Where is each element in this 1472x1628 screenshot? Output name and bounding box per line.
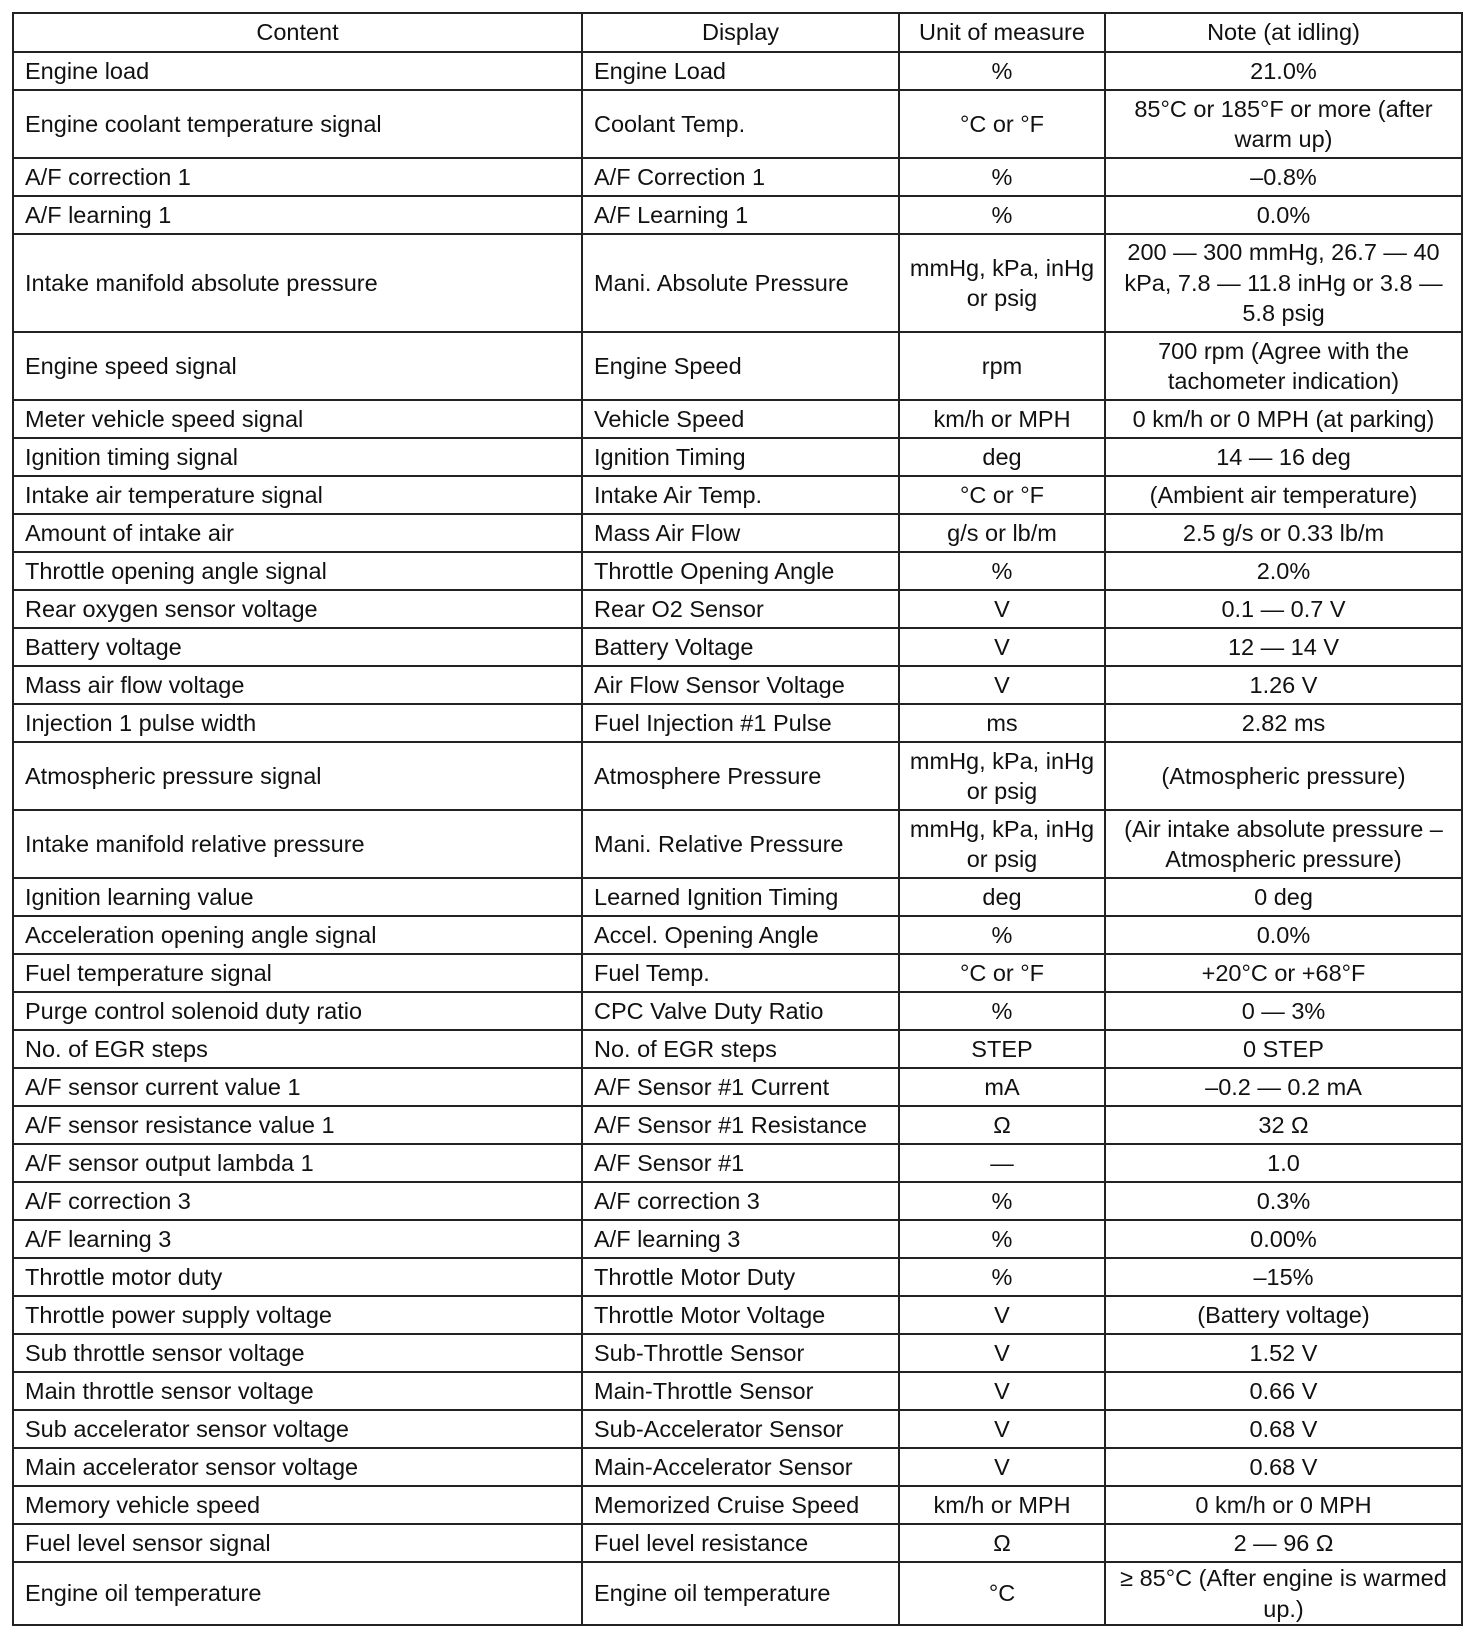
table-row: [13, 1562, 1462, 1625]
cell-display: Fuel level resistance: [582, 1524, 899, 1562]
table-row: [13, 1334, 1462, 1372]
cell-content: Atmospheric pressure signal: [13, 742, 582, 810]
cell-display: Fuel Temp.: [582, 954, 899, 992]
cell-content: Ignition learning value: [13, 878, 582, 916]
cell-display: Memorized Cruise Speed: [582, 1486, 899, 1524]
table-row: [13, 1372, 1462, 1410]
cell-note: 0.3%: [1105, 1182, 1462, 1220]
cell-display: Throttle Motor Duty: [582, 1258, 899, 1296]
cell-display: Sub-Accelerator Sensor: [582, 1410, 899, 1448]
cell-unit: V: [899, 1296, 1105, 1334]
table-row: [13, 476, 1462, 514]
cell-note: 0.1 — 0.7 V: [1105, 590, 1462, 628]
cell-content: A/F learning 1: [13, 196, 582, 234]
cell-content: Throttle power supply voltage: [13, 1296, 582, 1334]
cell-unit: Ω: [899, 1524, 1105, 1562]
cell-unit: ms: [899, 704, 1105, 742]
cell-content: Purge control solenoid duty ratio: [13, 992, 582, 1030]
table-row: [13, 1486, 1462, 1524]
cell-note: 0.68 V: [1105, 1410, 1462, 1448]
table-row: [13, 742, 1462, 810]
table-row: [13, 1030, 1462, 1068]
cell-content: Intake air temperature signal: [13, 476, 582, 514]
cell-unit: °C: [899, 1562, 1105, 1625]
cell-note: ≥ 85°C (After engine is warmed up.): [1105, 1562, 1462, 1625]
cell-content: A/F sensor resistance value 1: [13, 1106, 582, 1144]
cell-content: Amount of intake air: [13, 514, 582, 552]
cell-unit: V: [899, 590, 1105, 628]
table-row: [13, 1106, 1462, 1144]
cell-note: 0 — 3%: [1105, 992, 1462, 1030]
table-row: [13, 704, 1462, 742]
cell-unit: mmHg, kPa, inHg or psig: [899, 234, 1105, 332]
cell-display: Air Flow Sensor Voltage: [582, 666, 899, 704]
spec-table: [12, 12, 1463, 1626]
cell-content: A/F correction 1: [13, 158, 582, 196]
header-unit: Unit of measure: [899, 13, 1105, 52]
cell-display: Coolant Temp.: [582, 90, 899, 158]
cell-unit: °C or °F: [899, 90, 1105, 158]
cell-display: A/F Sensor #1 Resistance: [582, 1106, 899, 1144]
table-row: [13, 992, 1462, 1030]
table-row: [13, 52, 1462, 90]
cell-note: 200 — 300 mmHg, 26.7 — 40 kPa, 7.8 — 11.8 inHg or 3.8 — 5.8 psig: [1105, 234, 1462, 332]
cell-content: Main throttle sensor voltage: [13, 1372, 582, 1410]
cell-unit: km/h or MPH: [899, 1486, 1105, 1524]
cell-content: Acceleration opening angle signal: [13, 916, 582, 954]
cell-content: Engine oil temperature: [13, 1562, 582, 1625]
cell-display: Atmosphere Pressure: [582, 742, 899, 810]
table-row: [13, 628, 1462, 666]
cell-content: Throttle opening angle signal: [13, 552, 582, 590]
cell-content: Fuel temperature signal: [13, 954, 582, 992]
header-note: Note (at idling): [1105, 13, 1462, 52]
table-row: [13, 438, 1462, 476]
cell-display: Vehicle Speed: [582, 400, 899, 438]
cell-display: A/F Sensor #1: [582, 1144, 899, 1182]
table-row: [13, 1220, 1462, 1258]
cell-unit: V: [899, 628, 1105, 666]
cell-unit: %: [899, 196, 1105, 234]
cell-display: A/F learning 3: [582, 1220, 899, 1258]
table-row: [13, 90, 1462, 158]
cell-display: Engine oil temperature: [582, 1562, 899, 1625]
cell-unit: deg: [899, 878, 1105, 916]
cell-unit: km/h or MPH: [899, 400, 1105, 438]
cell-content: Fuel level sensor signal: [13, 1524, 582, 1562]
table-header: [13, 13, 1462, 52]
cell-unit: mmHg, kPa, inHg or psig: [899, 742, 1105, 810]
cell-content: Mass air flow voltage: [13, 666, 582, 704]
cell-unit: deg: [899, 438, 1105, 476]
cell-unit: °C or °F: [899, 954, 1105, 992]
cell-unit: Ω: [899, 1106, 1105, 1144]
cell-note: 0 deg: [1105, 878, 1462, 916]
cell-unit: rpm: [899, 332, 1105, 400]
cell-content: A/F correction 3: [13, 1182, 582, 1220]
cell-note: 0.0%: [1105, 916, 1462, 954]
cell-display: Fuel Injection #1 Pulse: [582, 704, 899, 742]
cell-note: 85°C or 185°F or more (after warm up): [1105, 90, 1462, 158]
cell-unit: %: [899, 1220, 1105, 1258]
table-row: [13, 954, 1462, 992]
table-row: [13, 590, 1462, 628]
table-row: [13, 666, 1462, 704]
cell-display: Engine Speed: [582, 332, 899, 400]
cell-content: Ignition timing signal: [13, 438, 582, 476]
cell-content: Engine coolant temperature signal: [13, 90, 582, 158]
cell-content: Throttle motor duty: [13, 1258, 582, 1296]
table-row: [13, 234, 1462, 332]
cell-unit: V: [899, 1372, 1105, 1410]
cell-note: –15%: [1105, 1258, 1462, 1296]
table-row: [13, 196, 1462, 234]
table-row: [13, 1410, 1462, 1448]
cell-content: Intake manifold relative pressure: [13, 810, 582, 878]
cell-content: Sub throttle sensor voltage: [13, 1334, 582, 1372]
cell-unit: V: [899, 1410, 1105, 1448]
cell-note: 2 — 96 Ω: [1105, 1524, 1462, 1562]
table-row: [13, 878, 1462, 916]
cell-content: Engine speed signal: [13, 332, 582, 400]
cell-display: Ignition Timing: [582, 438, 899, 476]
cell-note: 1.52 V: [1105, 1334, 1462, 1372]
cell-display: Main-Throttle Sensor: [582, 1372, 899, 1410]
cell-note: 2.0%: [1105, 552, 1462, 590]
cell-note: 0 STEP: [1105, 1030, 1462, 1068]
cell-content: Sub accelerator sensor voltage: [13, 1410, 582, 1448]
cell-unit: STEP: [899, 1030, 1105, 1068]
cell-display: Engine Load: [582, 52, 899, 90]
cell-note: 0.00%: [1105, 1220, 1462, 1258]
cell-note: 0.0%: [1105, 196, 1462, 234]
cell-note: 21.0%: [1105, 52, 1462, 90]
table-row: [13, 1144, 1462, 1182]
cell-display: CPC Valve Duty Ratio: [582, 992, 899, 1030]
cell-content: Main accelerator sensor voltage: [13, 1448, 582, 1486]
cell-note: –0.8%: [1105, 158, 1462, 196]
cell-display: Rear O2 Sensor: [582, 590, 899, 628]
cell-display: Mani. Absolute Pressure: [582, 234, 899, 332]
table-row: [13, 1524, 1462, 1562]
cell-unit: %: [899, 916, 1105, 954]
table-row: [13, 1068, 1462, 1106]
cell-display: Learned Ignition Timing: [582, 878, 899, 916]
table-row: [13, 1448, 1462, 1486]
table-row: [13, 158, 1462, 196]
cell-display: Throttle Motor Voltage: [582, 1296, 899, 1334]
cell-content: A/F sensor output lambda 1: [13, 1144, 582, 1182]
cell-display: Mani. Relative Pressure: [582, 810, 899, 878]
table-row: [13, 514, 1462, 552]
table-row: [13, 332, 1462, 400]
cell-unit: —: [899, 1144, 1105, 1182]
cell-note: 700 rpm (Agree with the tachometer indication): [1105, 332, 1462, 400]
cell-note: 1.26 V: [1105, 666, 1462, 704]
table-body: [13, 52, 1462, 1625]
cell-display: Throttle Opening Angle: [582, 552, 899, 590]
cell-note: (Ambient air temperature): [1105, 476, 1462, 514]
cell-unit: %: [899, 992, 1105, 1030]
cell-display: Mass Air Flow: [582, 514, 899, 552]
table-row: [13, 552, 1462, 590]
cell-note: (Air intake absolute pressure – Atmospheric pressure): [1105, 810, 1462, 878]
cell-unit: V: [899, 1334, 1105, 1372]
cell-content: Meter vehicle speed signal: [13, 400, 582, 438]
table-row: [13, 400, 1462, 438]
cell-content: Intake manifold absolute pressure: [13, 234, 582, 332]
cell-content: No. of EGR steps: [13, 1030, 582, 1068]
cell-note: 0.66 V: [1105, 1372, 1462, 1410]
cell-display: A/F Correction 1: [582, 158, 899, 196]
table-row: [13, 916, 1462, 954]
cell-note: 1.0: [1105, 1144, 1462, 1182]
table-row: [13, 1258, 1462, 1296]
cell-note: (Atmospheric pressure): [1105, 742, 1462, 810]
cell-note: 12 — 14 V: [1105, 628, 1462, 666]
cell-display: Main-Accelerator Sensor: [582, 1448, 899, 1486]
cell-note: +20°C or +68°F: [1105, 954, 1462, 992]
cell-display: Sub-Throttle Sensor: [582, 1334, 899, 1372]
cell-note: (Battery voltage): [1105, 1296, 1462, 1334]
cell-unit: V: [899, 1448, 1105, 1486]
cell-note: 0 km/h or 0 MPH: [1105, 1486, 1462, 1524]
cell-content: Engine load: [13, 52, 582, 90]
table-row: [13, 1296, 1462, 1334]
cell-content: Memory vehicle speed: [13, 1486, 582, 1524]
cell-unit: g/s or lb/m: [899, 514, 1105, 552]
cell-content: Injection 1 pulse width: [13, 704, 582, 742]
table-row: [13, 810, 1462, 878]
header-row: [13, 13, 1462, 52]
cell-unit: %: [899, 1182, 1105, 1220]
cell-unit: °C or °F: [899, 476, 1105, 514]
cell-display: A/F Learning 1: [582, 196, 899, 234]
cell-display: Accel. Opening Angle: [582, 916, 899, 954]
cell-display: Intake Air Temp.: [582, 476, 899, 514]
cell-content: A/F sensor current value 1: [13, 1068, 582, 1106]
cell-unit: V: [899, 666, 1105, 704]
cell-content: A/F learning 3: [13, 1220, 582, 1258]
cell-note: –0.2 — 0.2 mA: [1105, 1068, 1462, 1106]
cell-unit: %: [899, 1258, 1105, 1296]
cell-note: 2.5 g/s or 0.33 lb/m: [1105, 514, 1462, 552]
cell-display: A/F correction 3: [582, 1182, 899, 1220]
cell-note: 0 km/h or 0 MPH (at parking): [1105, 400, 1462, 438]
cell-note: 14 — 16 deg: [1105, 438, 1462, 476]
cell-content: Battery voltage: [13, 628, 582, 666]
cell-note: 2.82 ms: [1105, 704, 1462, 742]
cell-note: 0.68 V: [1105, 1448, 1462, 1486]
cell-display: No. of EGR steps: [582, 1030, 899, 1068]
cell-content: Rear oxygen sensor voltage: [13, 590, 582, 628]
cell-unit: %: [899, 52, 1105, 90]
table-row: [13, 1182, 1462, 1220]
cell-unit: mmHg, kPa, inHg or psig: [899, 810, 1105, 878]
cell-unit: mA: [899, 1068, 1105, 1106]
cell-display: Battery Voltage: [582, 628, 899, 666]
header-display: Display: [582, 13, 899, 52]
header-content: Content: [13, 13, 582, 52]
cell-unit: %: [899, 158, 1105, 196]
cell-note: 32 Ω: [1105, 1106, 1462, 1144]
cell-display: A/F Sensor #1 Current: [582, 1068, 899, 1106]
cell-unit: %: [899, 552, 1105, 590]
